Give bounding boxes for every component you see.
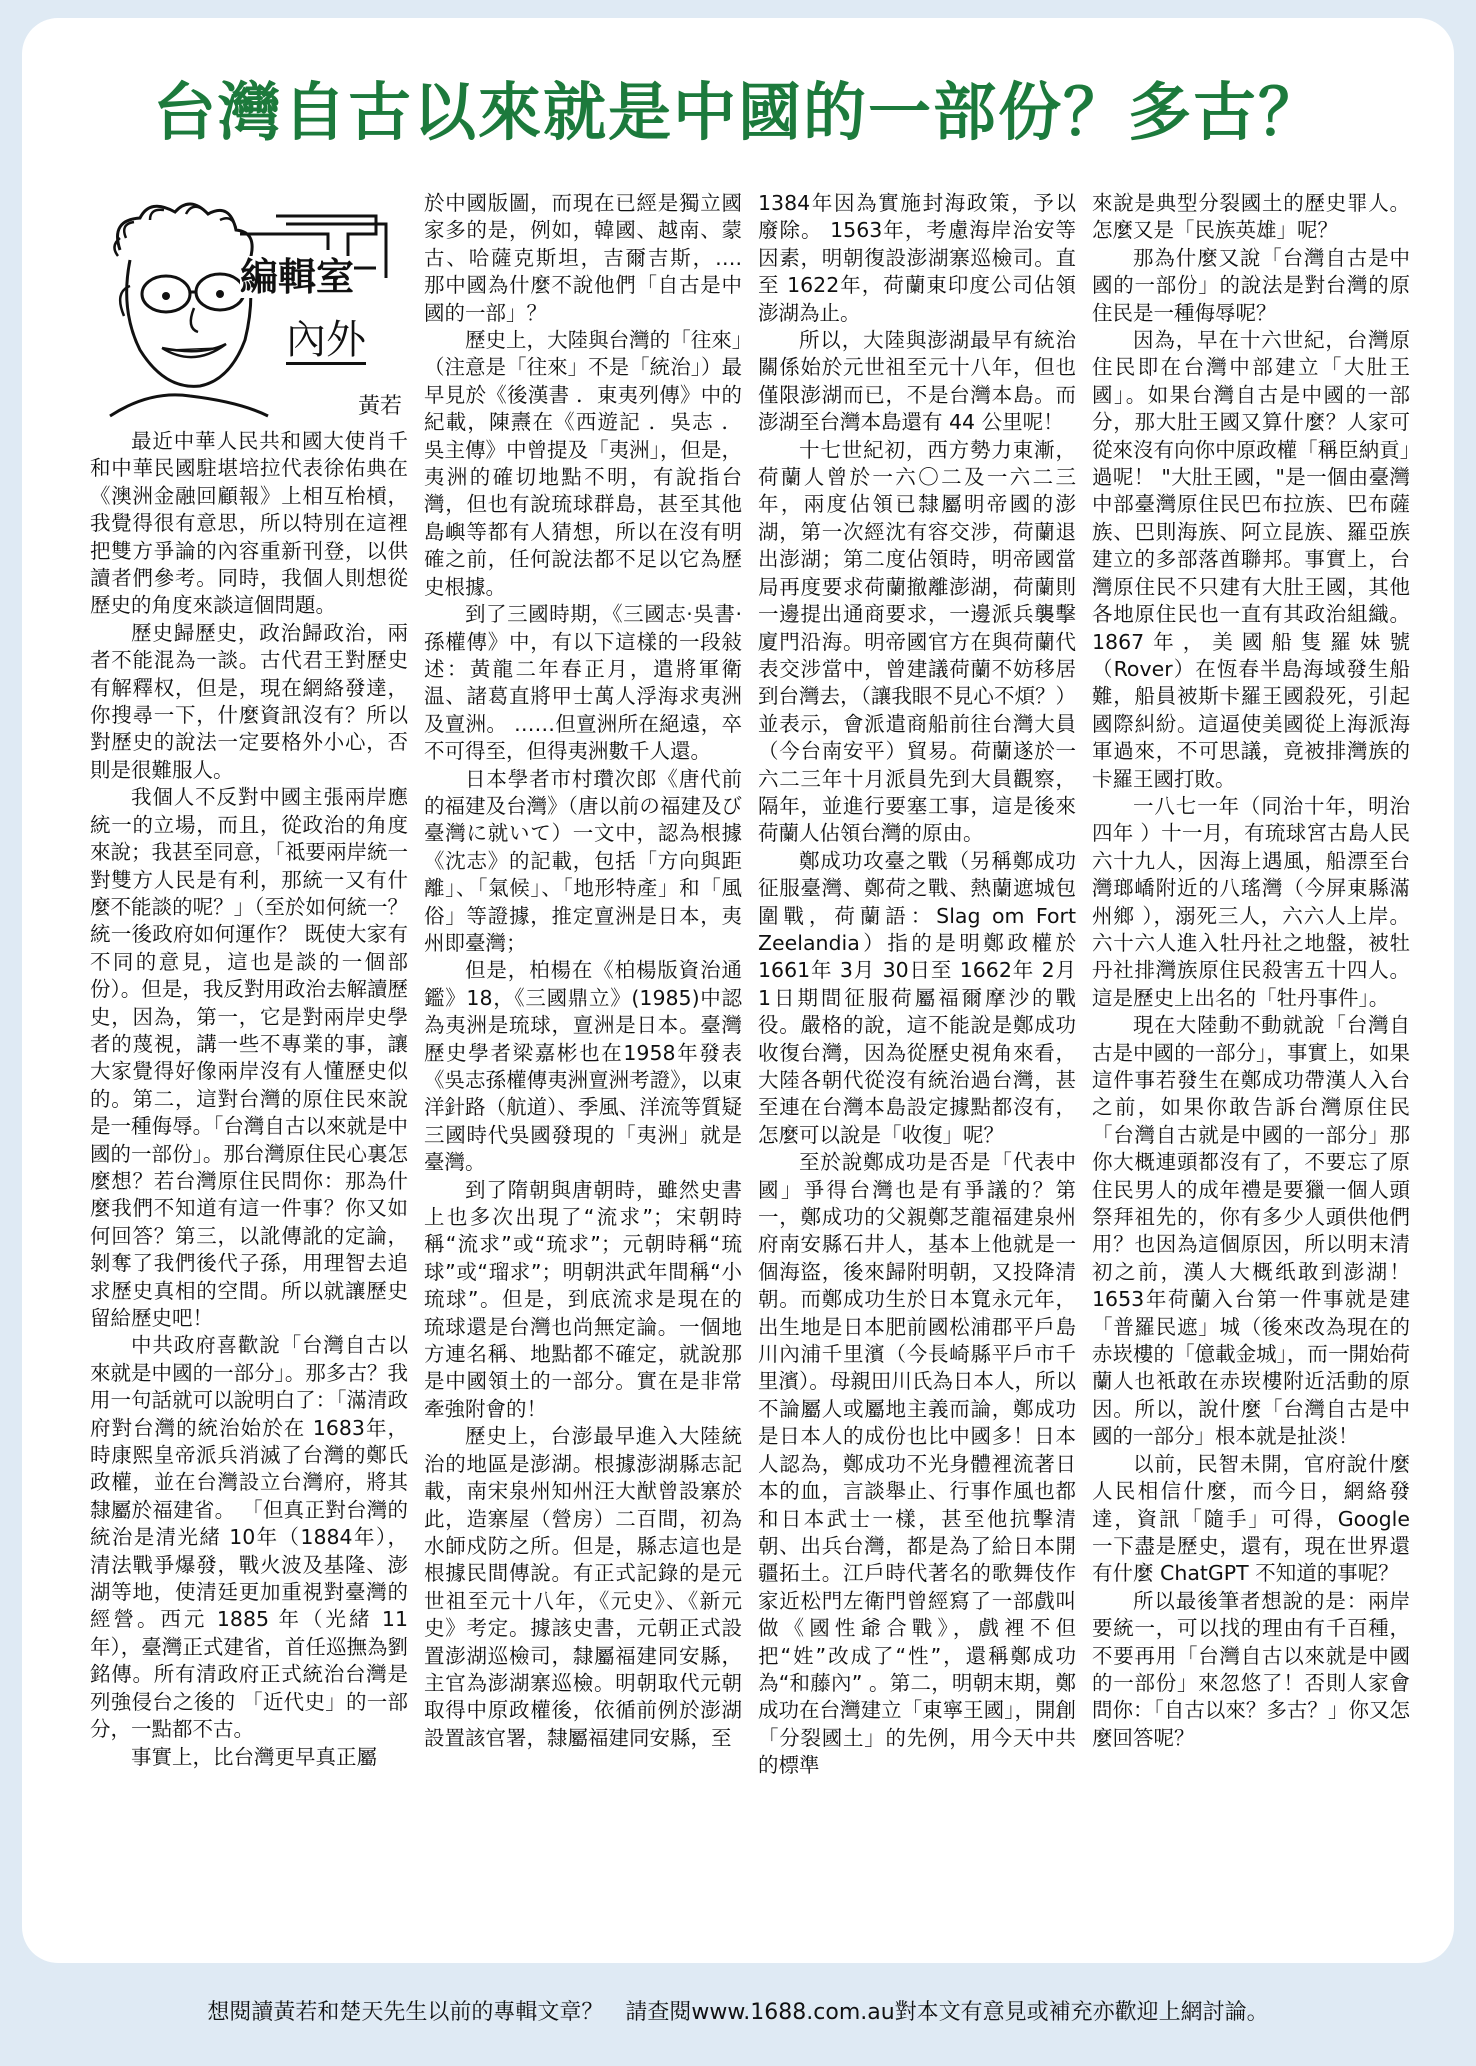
- paragraph: 至於說鄭成功是否是「代表中國」爭得台灣也是有爭議的？第一，鄭成功的父親鄭芝龍福建泉州府南安縣石井人，基本上他就是一個海盜，後來歸附明朝，又投降清朝。而鄭成功生於日本寬永元年，出生地是日本肥前國松浦郡平戶島川內浦千里濱（今長崎縣平戶市千里濱）。母親田川氏為日本人，所以不論屬人或屬地主義而論，鄭成功是日本人的成份也比中國多！日本人認為，鄭成功不光身體裡流著日本的血，言談舉止、行事作風也都和日本武士一樣，甚至他抗擊清朝、出兵台灣，都是為了給日本開疆拓土。江戶時代著名的歌舞伎作家近松門左衛門曾經寫了一部戲叫做《國性爺合戰》，戲裡不但把“姓”改成了“性”，還稱鄭成功為“和藤內” 。第二，明朝末期，鄭成功在台灣建立「東寧王國」，開創「分裂國土」的先例，用今天中共的標準: [758, 1150, 1076, 1778]
- article-column-4: [1092, 190, 1410, 1950]
- paragraph: 因為，早在十六世紀，台灣原住民即在台灣中部建立「大肚王國」。如果台灣自古是中國的一部分，那大肚王國又算什麼？人家可從來沒有向你中原政權「稱臣納貢」過呢！ "大肚王國，"是一個由臺灣中部臺灣原住民巴布拉族、巴布薩族、巴則海族、阿立昆族、羅亞族建立的多部落酋聯邦。事實上，台灣原住民不只建有大肚王國，其他各地原住民也一直有其政治組織。 1867年，美國船隻羅妹號（Rover）在恆春半島海域發生船難，船員被斯卡羅王國殺死，引起國際糾紛。這逼使美國從上海派海軍過來，不可思議，竟被排灣族的卡羅王國打敗。: [1092, 328, 1410, 791]
- paragraph: 日本學者市村瓚次郎《唐代前的福建及台灣》（唐以前の福建及び臺灣に就いて）一文中，認為根據《沈志》的記載，包括「方向與距離」、「氣候」、「地形特產」和「風俗」等證據，推定亶洲是日本，夷州即臺灣；: [424, 766, 742, 955]
- paragraph: 最近中華人民共和國大使肖千和中華民國駐堪培拉代表徐佑典在《澳洲金融回顧報》上相互枱槓，我覺得很有意思，所以特別在這裡把雙方爭論的內容重新刊登，以供讀者們參考。同時，我個人則想從歷史的角度來談這個問題。: [90, 429, 408, 618]
- paragraph: 鄭成功攻臺之戰（另稱鄭成功征服臺灣、鄭荷之戰、熱蘭遮城包圍戰，荷蘭語：Slag om Fort Zeelandia）指的是明鄭政權於 1661年 3月 30日至 1662年 2月 1日期間征服荷屬福爾摩沙的戰役。嚴格的說，這不能說是鄭成功收復台灣，因為從歷史視角來看，大陸各朝代從沒有統治過台灣，甚至連在台灣本島設定據點都沒有，怎麼可以說是「收復」呢？: [758, 848, 1076, 1147]
- paragraph: 所以，大陸與澎湖最早有統治關係始於元世祖至元十八年，但也僅限澎湖而已，不是台灣本島。而澎湖至台灣本島還有 44 公里呢！: [758, 328, 1076, 435]
- paragraph: 歷史上，大陸與台灣的「往來」（注意是「往來」不是「統治」）最早見於《後漢書 ．東夷列傳》中的紀載，陳燾在《西遊記 ．吳志 ．吳主傳》中曾提及「夷洲」，但是，夷洲的確切地點不明，有說指台灣，但也有說琉球群島，甚至其他島嶼等都有人猜想，所以在沒有明確之前，任何說法都不足以它為歷史根據。: [424, 328, 742, 599]
- article-page: [22, 18, 1454, 1963]
- paragraph: 來說是典型分裂國土的歷史罪人。怎麼又是「民族英雄」呢？: [1092, 191, 1410, 243]
- article-column-1: [90, 190, 408, 1950]
- column-logo: [90, 190, 408, 422]
- paragraph: 到了隋朝與唐朝時，雖然史書上也多次出現了“流求”；宋朝時稱“流求”或“琉求”；元朝時稱“琉球”或“瑠求”；明朝洪武年間稱“小琉球”。但是，到底流求是現在的琉球還是台灣也尚無定論。一個地方連名稱、地點都不確定，就說那是中國領土的一部分。實在是非常牽強附會的！: [424, 1177, 742, 1421]
- article-column-3: [758, 190, 1076, 1950]
- paragraph: 所以最後筆者想說的是：兩岸要統一，可以找的理由有千百種，不要再用「台灣自古以來就是中國的一部份」來忽悠了！否則人家會問你：「自古以來？多古？」你又怎麼回答呢？: [1092, 1588, 1410, 1750]
- paragraph: 中共政府喜歡說「台灣自古以來就是中國的一部分」。那多古？我用一句話就可以說明白了：「滿清政府對台灣的統治始於在 1683年，時康熙皇帝派兵消滅了台灣的鄭氏政權，並在台灣設立台灣府，將其隸屬於福建省。 「但真正對台灣的統治是清光緒 10年（1884年），清法戰爭爆發，戰火波及基隆、澎湖等地，使清廷更加重視對臺灣的經營。西元 1885 年（光緒 11年），臺灣正式建省，首任巡撫為劉銘傳。所有清政府正式統治台灣是列強侵台之後的 「近代史」的一部分，一點都不古。: [90, 1333, 408, 1742]
- paragraph: 現在大陸動不動就說「台灣自古是中國的一部分」，事實上，如果這件事若發生在鄭成功帶漢人入台之前，如果你敢告訴台灣原住民「台灣自古就是中國的一部分」那你大概連頭都沒有了，不要忘了原住民男人的成年禮是要獵一個人頭祭拜祖先的，你有多少人頭供他們用？也因為這個原因，所以明末清初之前，漢人大概纸敢到澎湖！ 1653年荷蘭入台第一件事就是建「普羅民遮」城（後來改為現在的赤崁樓的「億載金城」，而一開始荷蘭人也衹敢在赤崁樓附近活動的原因。所以，說什麼「台灣自古是中國的一部分」根本就是扯淡！: [1092, 1013, 1410, 1449]
- author-byline: 黃若: [357, 393, 402, 419]
- paragraph: 歷史上，台澎最早進入大陸統治的地區是澎湖。根據澎湖縣志記載，南宋泉州知州汪大猷曾設寨於此，造寨屋（營房）二百間，初為水師戍防之所。但是，縣志這也是根據民間傳說。有正式記錄的是元世祖至元十八年，《元史》、《新元史》考定。據該史書，元朝正式設置澎湖巡檢司，隸屬福建同安縣，主官為澎湖寨巡檢。明朝取代元朝取得中原政權後，依循前例於澎湖設置該官署，隸屬福建同安縣，至: [424, 1424, 742, 1750]
- article-title: 台灣自古以來就是中國的一部份？多古？: [153, 76, 1323, 149]
- paragraph: 但是，柏楊在《柏楊版資治通鑑》18，《三國鼎立》(1985)中認為夷洲是琉球，亶洲是日本。臺灣歷史學者梁嘉彬也在1958年發表《吳志孫權傳夷洲亶洲考證》，以東洋針路（航道）、季風、洋流等質疑三國時代吳國發現的「夷洲」就是臺灣。: [424, 958, 742, 1175]
- cartoon-face-icon: [90, 190, 408, 422]
- paragraph: 事實上，比台灣更早真正屬: [131, 1744, 377, 1769]
- article-column-2: [424, 190, 742, 1950]
- column-logo-label: 編輯室: [240, 254, 355, 299]
- paragraph: 歷史歸歷史，政治歸政治，兩者不能混為一談。古代君王對歷史有解釋权，但是，現在網絡發達，你搜尋一下，什麼資訊沒有？所以對歷史的說法一定要格外小心，否則是很難服人。: [90, 620, 408, 782]
- column-logo-sub: 內外: [286, 317, 366, 363]
- paragraph: 到了三國時期，《三國志·吳書· 孫權傳》中，有以下這樣的一段敍述：黃龍二年春正月，遣將軍衛温、諸葛直將甲士萬人浮海求夷洲及亶洲。 ……但亶洲所在絕遠，卒不可得至，但得夷洲數千人還。: [424, 602, 742, 764]
- paragraph: 1384年因為實施封海政策，予以廢除。 1563年，考慮海岸治安等因素，明朝復設澎湖寨巡檢司。直至 1622年，荷蘭東印度公司佔領澎湖為止。: [758, 191, 1076, 325]
- paragraph: 十七世紀初，西方勢力東漸，荷蘭人曾於一六〇二及一六二三年，兩度佔領已隸屬明帝國的澎湖，第一次經沈有容交涉，荷蘭退出澎湖；第二度佔領時，明帝國當局再度要求荷蘭撤離澎湖，荷蘭則一邊提出通商要求，一邊派兵襲擊廈門沿海。明帝國官方在與荷蘭代表交涉當中，曾建議荷蘭不妨移居到台灣去，（讓我眼不見心不煩？）並表示，會派遣商船前往台灣大員（今台南安平）貿易。荷蘭遂於一六二三年十月派員先到大員觀察，隔年，並進行要塞工事，這是後來荷蘭人佔領台灣的原由。: [758, 437, 1076, 846]
- paragraph: 一八七一年（同治十年，明治四年 ）十一月，有琉球宮古島人民六十九人，因海上遇風，船漂至台灣瑯嶠附近的八瑤灣（今屏東縣滿州鄉 ），溺死三人，六六人上岸。六十六人進入牡丹社之地盤，被牡丹社排灣族原住民殺害五十四人。這是歷史上出名的「牡丹事件」。: [1092, 793, 1410, 1010]
- paragraph: 於中國版圖，而現在已經是獨立國家多的是，例如，韓國、越南、蒙古、哈薩克斯坦，吉爾吉斯，…. 那中國為什麼不說他們「自古是中國的一部」？: [424, 191, 742, 325]
- paragraph: 那為什麼又說「台灣自古是中國的一部份」的說法是對台灣的原住民是一種侮辱呢？: [1092, 245, 1410, 325]
- footer-note: 想閱讀黃若和楚天先生以前的專輯文章？ 請查閱www.1688.com.au對本文有意見或補充亦歡迎上網討論。: [207, 2000, 1269, 2025]
- paragraph: 我個人不反對中國主張兩岸應統一的立場，而且，從政治的角度來說；我甚至同意，「祗要兩岸統一對雙方人民是有利，那統一又有什麼不能談的呢？」（至於如何統一？ 統一後政府如何運作？ 既使大家有不同的意見，這也是談的一個部份）。但是，我反對用政治去解讀歷史，因為，第一，它是對兩岸史學者的蔑視，講一些不專業的事，讓大家覺得好像兩岸沒有人懂歷史似的。第二，這對台灣的原住民來說是一種侮辱。「台灣自古以來就是中國的一部份」。那台灣原住民心裏怎麼想？若台灣原住民問你：那為什麼我們不知道有這一件事？你又如何回答？第三，以訛傳訛的定論，剝奪了我們後代子孫，用理智去追求歷史真相的空間。所以就讓歷史留給歷史吧！: [90, 785, 408, 1330]
- paragraph: 以前，民智未開，官府說什麼人民相信什麼，而今日，網絡發達，資訊「隨手」可得，Google 一下盡是歷史，還有，現在世界還有什麼 ChatGPT 不知道的事呢？: [1092, 1451, 1410, 1586]
